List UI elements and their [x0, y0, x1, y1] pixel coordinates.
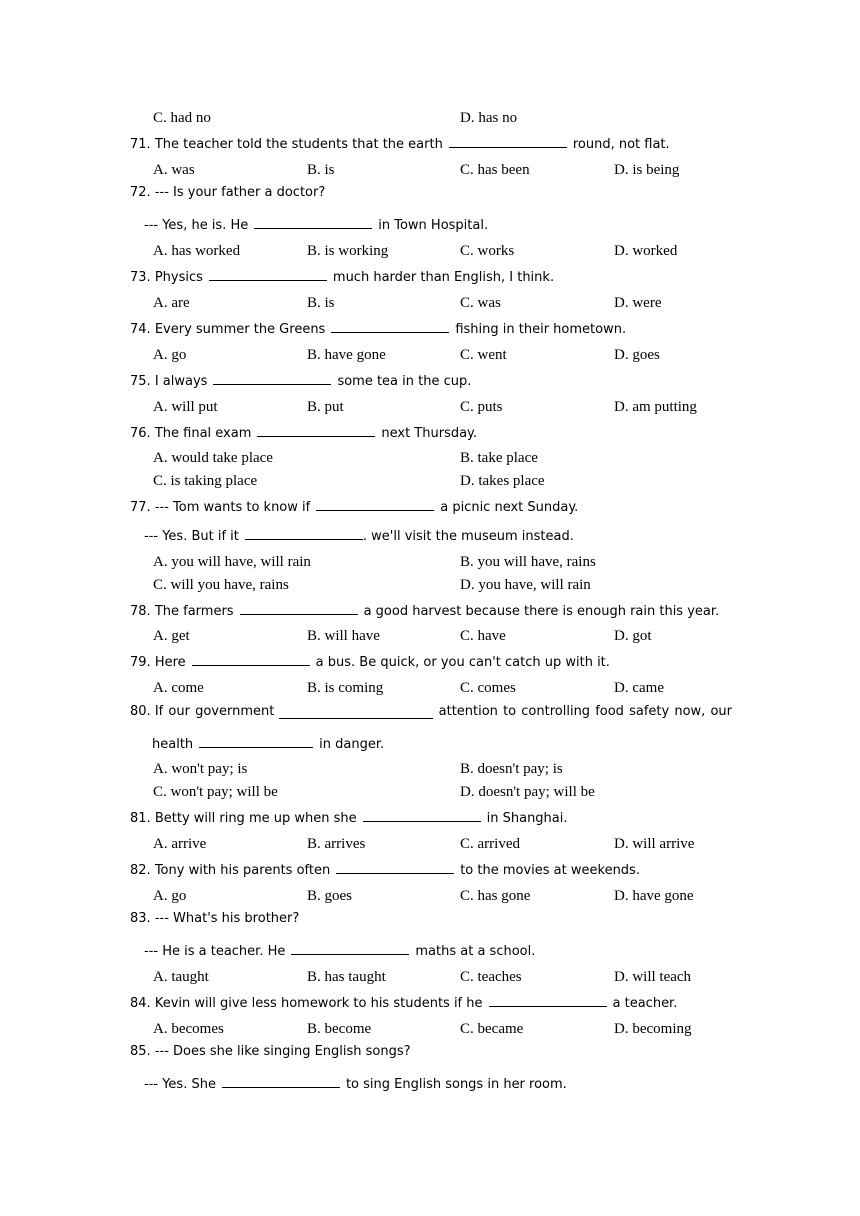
question-text: in Town Hospital.: [378, 218, 489, 233]
question-75: [130, 370, 471, 389]
question-text: --- What's his brother?: [154, 911, 300, 926]
option-b: B. is: [307, 295, 335, 311]
option-b: B. become: [307, 1021, 372, 1037]
question-text: government: [195, 704, 275, 719]
question-77: [130, 496, 578, 515]
question-text: maths at a school.: [415, 944, 536, 959]
question-85: [130, 1044, 411, 1059]
question-82: [130, 859, 640, 878]
option-a: A. has worked: [153, 243, 241, 259]
question-74: [130, 318, 626, 337]
option-c: C. had no: [153, 110, 211, 126]
option-a: A. are: [153, 295, 190, 311]
option-d: D. will arrive: [614, 836, 695, 852]
question-text: --- Yes, he is. He: [144, 218, 249, 233]
option-c: C. works: [460, 243, 515, 259]
option-b: B. you will have, rains: [460, 554, 596, 570]
question-text: to: [503, 704, 517, 719]
question-text: controlling: [521, 704, 591, 719]
question-text: to sing English songs in her room.: [345, 1077, 567, 1092]
option-b: B. goes: [307, 888, 352, 904]
question-text: fishing in their hometown.: [455, 322, 627, 337]
question-number: 82.: [130, 863, 151, 878]
answer-blank: [291, 940, 409, 955]
question-text: The farmers: [154, 604, 234, 619]
question-text: some tea in the cup.: [337, 374, 472, 389]
question-81: [130, 807, 568, 826]
option-c: C. arrived: [460, 836, 520, 852]
answer-blank: [245, 525, 363, 540]
question-71: [130, 133, 670, 152]
option-a: A. will put: [153, 399, 218, 415]
question-number: 74.: [130, 322, 151, 337]
question-number: 77.: [130, 500, 151, 515]
question-number: 83.: [130, 911, 151, 926]
question-number: 84.: [130, 996, 151, 1011]
option-c: C. was: [460, 295, 501, 311]
question-78: [130, 600, 719, 619]
question-text: attention: [438, 704, 498, 719]
question-83-answer-line: [144, 940, 535, 959]
question-number: 80.: [130, 704, 151, 719]
question-text: our: [168, 704, 190, 719]
option-c: C. will you have, rains: [153, 577, 289, 593]
option-b: B. have gone: [307, 347, 386, 363]
question-84: [130, 992, 677, 1011]
option-a: A. go: [153, 888, 187, 904]
question-text: a picnic next Sunday.: [440, 500, 579, 515]
option-b: B. arrives: [307, 836, 366, 852]
answer-blank: [279, 704, 433, 719]
option-d: D. goes: [614, 347, 660, 363]
question-text: --- Is your father a doctor?: [154, 185, 326, 200]
answer-blank: [213, 370, 331, 385]
question-text: to the movies at weekends.: [460, 863, 640, 878]
question-text: The final exam: [154, 426, 252, 441]
option-a: A. was: [153, 162, 195, 178]
answer-blank: [316, 496, 434, 511]
question-text: --- Yes. She: [144, 1077, 216, 1092]
option-a: A. you will have, will rain: [153, 554, 311, 570]
question-79: [130, 651, 610, 670]
option-c: C. has gone: [460, 888, 531, 904]
question-72-answer-line: [144, 214, 488, 233]
question-72: [130, 185, 325, 200]
question-text: in Shanghai.: [486, 811, 568, 826]
option-a: A. would take place: [153, 450, 273, 466]
question-text: --- Tom wants to know if: [154, 500, 311, 515]
option-d: D. doesn't pay; will be: [460, 784, 595, 800]
question-text: Kevin will give less homework to his students if he: [154, 996, 483, 1011]
question-text: health: [152, 737, 194, 752]
question-text: round, not flat.: [572, 137, 670, 152]
answer-blank: [254, 214, 372, 229]
question-number: 79.: [130, 655, 151, 670]
answer-blank: [222, 1073, 340, 1088]
answer-blank: [192, 651, 310, 666]
question-number: 75.: [130, 374, 151, 389]
option-c: C. became: [460, 1021, 524, 1037]
answer-blank: [257, 422, 375, 437]
question-text: in danger.: [319, 737, 385, 752]
question-76: [130, 422, 477, 441]
question-text: our: [710, 704, 732, 719]
option-d: D. will teach: [614, 969, 692, 985]
question-text: --- Does she like singing English songs?: [154, 1044, 411, 1059]
question-73: [130, 266, 554, 285]
option-c: C. have: [460, 628, 506, 644]
question-text: Here: [154, 655, 186, 670]
option-d: D. got: [614, 628, 652, 644]
question-text: The teacher told the students that the earth: [154, 137, 443, 152]
question-number: 76.: [130, 426, 151, 441]
question-number: 72.: [130, 185, 151, 200]
answer-blank: [363, 807, 481, 822]
option-c: C. won't pay; will be: [153, 784, 278, 800]
option-b: B. is: [307, 162, 335, 178]
option-b: B. take place: [460, 450, 538, 466]
option-c: C. puts: [460, 399, 503, 415]
question-text: --- He is a teacher. He: [144, 944, 286, 959]
question-text: much harder than English, I think.: [332, 270, 555, 285]
answer-blank: [240, 600, 358, 615]
question-text: food: [595, 704, 624, 719]
question-number: 73.: [130, 270, 151, 285]
option-b: B. is coming: [307, 680, 384, 696]
question-85-answer-line: [144, 1073, 567, 1092]
answer-blank: [331, 318, 449, 333]
option-a: A. go: [153, 347, 187, 363]
option-d: D. has no: [460, 110, 518, 126]
question-text: a teacher.: [612, 996, 678, 1011]
option-c: C. is taking place: [153, 473, 258, 489]
question-80-line-2: [152, 733, 384, 752]
answer-blank: [199, 733, 313, 748]
option-d: D. worked: [614, 243, 678, 259]
question-80: [130, 704, 732, 719]
option-d: D. is being: [614, 162, 680, 178]
question-text: Physics: [154, 270, 203, 285]
option-c: C. teaches: [460, 969, 522, 985]
option-d: D. came: [614, 680, 664, 696]
question-text: If: [154, 704, 164, 719]
option-c: C. went: [460, 347, 507, 363]
option-d: D. am putting: [614, 399, 697, 415]
option-a: A. arrive: [153, 836, 207, 852]
question-text: . we'll visit the museum instead.: [362, 529, 574, 544]
option-c: C. comes: [460, 680, 516, 696]
question-77-answer-line: [144, 525, 574, 544]
option-d: D. becoming: [614, 1021, 692, 1037]
question-text: I always: [154, 374, 208, 389]
option-b: B. has taught: [307, 969, 386, 985]
option-a: A. won't pay; is: [153, 761, 248, 777]
option-c: C. has been: [460, 162, 530, 178]
option-a: A. get: [153, 628, 190, 644]
question-text: Every summer the Greens: [154, 322, 326, 337]
option-b: B. doesn't pay; is: [460, 761, 563, 777]
question-number: 71.: [130, 137, 151, 152]
question-text: safety: [629, 704, 670, 719]
answer-blank: [449, 133, 567, 148]
option-d: D. takes place: [460, 473, 545, 489]
option-d: D. have gone: [614, 888, 694, 904]
option-b: B. is working: [307, 243, 389, 259]
question-number: 78.: [130, 604, 151, 619]
option-d: D. you have, will rain: [460, 577, 591, 593]
question-text: a bus. Be quick, or you can't catch up with it.: [315, 655, 610, 670]
question-83: [130, 911, 299, 926]
option-d: D. were: [614, 295, 662, 311]
question-text: now,: [674, 704, 706, 719]
question-text: a good harvest because there is enough rain this year.: [363, 604, 720, 619]
question-text: Tony with his parents often: [154, 863, 331, 878]
question-text: Betty will ring me up when she: [154, 811, 357, 826]
option-b: B. will have: [307, 628, 380, 644]
question-number: 81.: [130, 811, 151, 826]
question-number: 85.: [130, 1044, 151, 1059]
option-b: B. put: [307, 399, 344, 415]
option-a: A. becomes: [153, 1021, 224, 1037]
answer-blank: [209, 266, 327, 281]
answer-blank: [489, 992, 607, 1007]
question-text: next Thursday.: [381, 426, 478, 441]
question-text: --- Yes. But if it: [144, 529, 239, 544]
option-a: A. come: [153, 680, 204, 696]
answer-blank: [336, 859, 454, 874]
option-a: A. taught: [153, 969, 209, 985]
